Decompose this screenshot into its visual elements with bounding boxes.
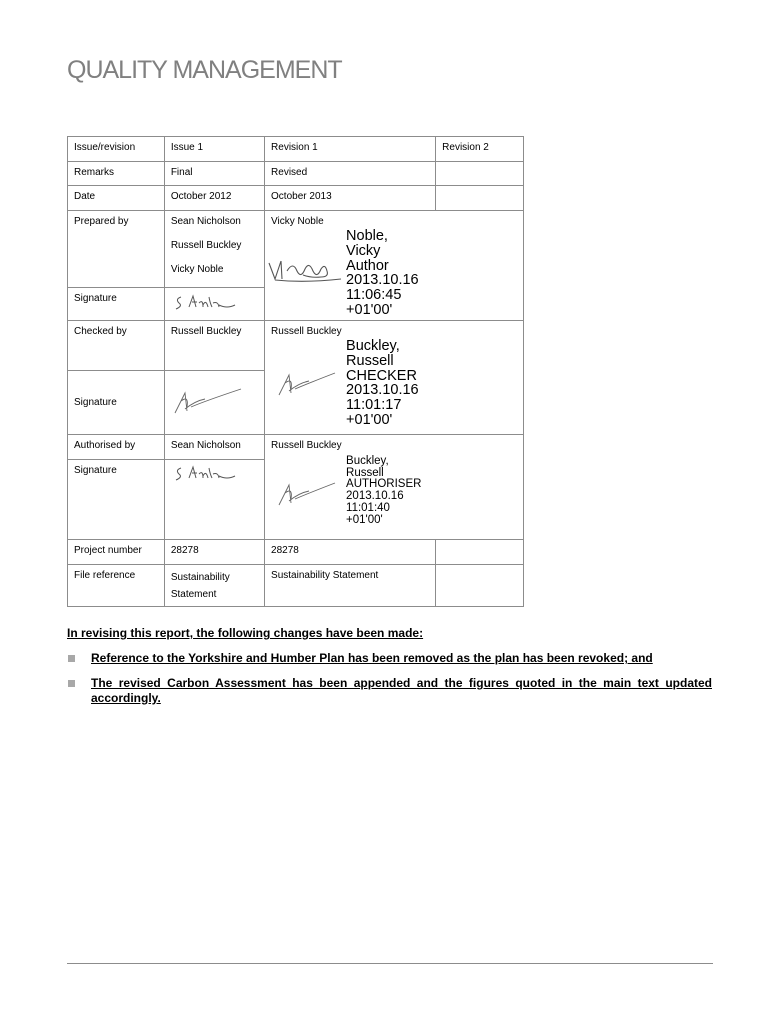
cell-revision1: 28278 [265,540,436,565]
cell-label: Date [68,186,165,211]
cell-revision1: October 2013 [265,186,436,211]
signature-block-author [265,211,524,321]
change-text: Reference to the Yorkshire and Humber Plan has been removed as the plan has been revoked; and [91,651,653,665]
authoriser-name: Russell Buckley [271,440,342,451]
bullet-square-icon [68,680,75,687]
handwritten-signature-buckley [275,369,345,399]
preparer-name: Vicky Noble [170,264,224,275]
cell-label: Prepared by [68,211,165,288]
table-row-file [68,565,524,607]
cell-label: Issue/revision [68,137,165,162]
footer-divider [67,963,713,964]
handwritten-signature-nicholson [171,464,241,484]
handwritten-signature-noble [265,255,347,285]
cell-label: Signature [68,288,165,321]
cell-label: Signature [68,460,165,540]
table-row-checked [68,321,524,371]
preparer-name: Vicky Noble [271,216,324,227]
bullet-square-icon [68,655,75,662]
cell-label: Authorised by [68,435,165,460]
table-row-date [68,186,524,211]
cell-issue1-signature [164,460,264,540]
cell-label: Project number [68,540,165,565]
preparer-name: Russell Buckley [170,240,242,251]
cell-revision2 [436,162,524,186]
cell-label: File reference [68,565,165,607]
cell-issue1: 28278 [164,540,264,565]
preparer-name: Sean Nicholson [170,216,241,227]
handwritten-signature-nicholson [171,293,241,313]
handwritten-signature-buckley [171,387,251,417]
handwritten-signature-buckley [275,479,345,509]
cell-revision1: Revised [265,162,436,186]
page-title: QUALITY MANAGEMENT [67,56,342,84]
table-row-remarks [68,162,524,186]
cell-issue1: Sustainability Statement [164,565,264,607]
signature-block-checker [265,321,524,435]
cell-issue1: Issue 1 [164,137,264,162]
cell-issue1-signature [164,288,264,321]
list-item [67,651,712,666]
quality-table [67,136,524,607]
checker-name: Russell Buckley [271,326,342,337]
digital-signature-authoriser: Buckley, Russell AUTHORISER 2013.10.16 11:01:40 +01'00' [346,455,422,526]
cell-label: Signature [68,371,165,435]
cell-issue1-signature [164,371,264,435]
digital-signature-author: Noble, Vicky Author 2013.10.16 11:06:45 +01'00' [346,228,419,318]
changes-section [67,626,712,716]
cell-issue1 [164,211,264,288]
digital-signature-checker: Buckley, Russell CHECKER 2013.10.16 11:01:17 +01'00' [346,338,419,428]
cell-revision2 [436,186,524,211]
cell-label: Remarks [68,162,165,186]
list-item [67,676,712,706]
table-row-issue [68,137,524,162]
cell-revision2 [436,565,524,607]
cell-issue1: October 2012 [164,186,264,211]
cell-revision1: Sustainability Statement [265,565,436,607]
signature-block-authoriser [265,435,524,540]
cell-issue1: Sean Nicholson [164,435,264,460]
table-row-prepared [68,211,524,288]
change-text: The revised Carbon Assessment has been appended and the figures quoted in the main text updated accordingly. [91,676,712,705]
cell-revision2: Revision 2 [436,137,524,162]
cell-revision2 [436,540,524,565]
cell-revision1: Revision 1 [265,137,436,162]
table-row-authorised [68,435,524,460]
changes-heading: In revising this report, the following changes have been made: [67,626,424,640]
cell-label: Checked by [68,321,165,371]
table-row-project [68,540,524,565]
cell-issue1: Russell Buckley [164,321,264,371]
cell-issue1: Final [164,162,264,186]
